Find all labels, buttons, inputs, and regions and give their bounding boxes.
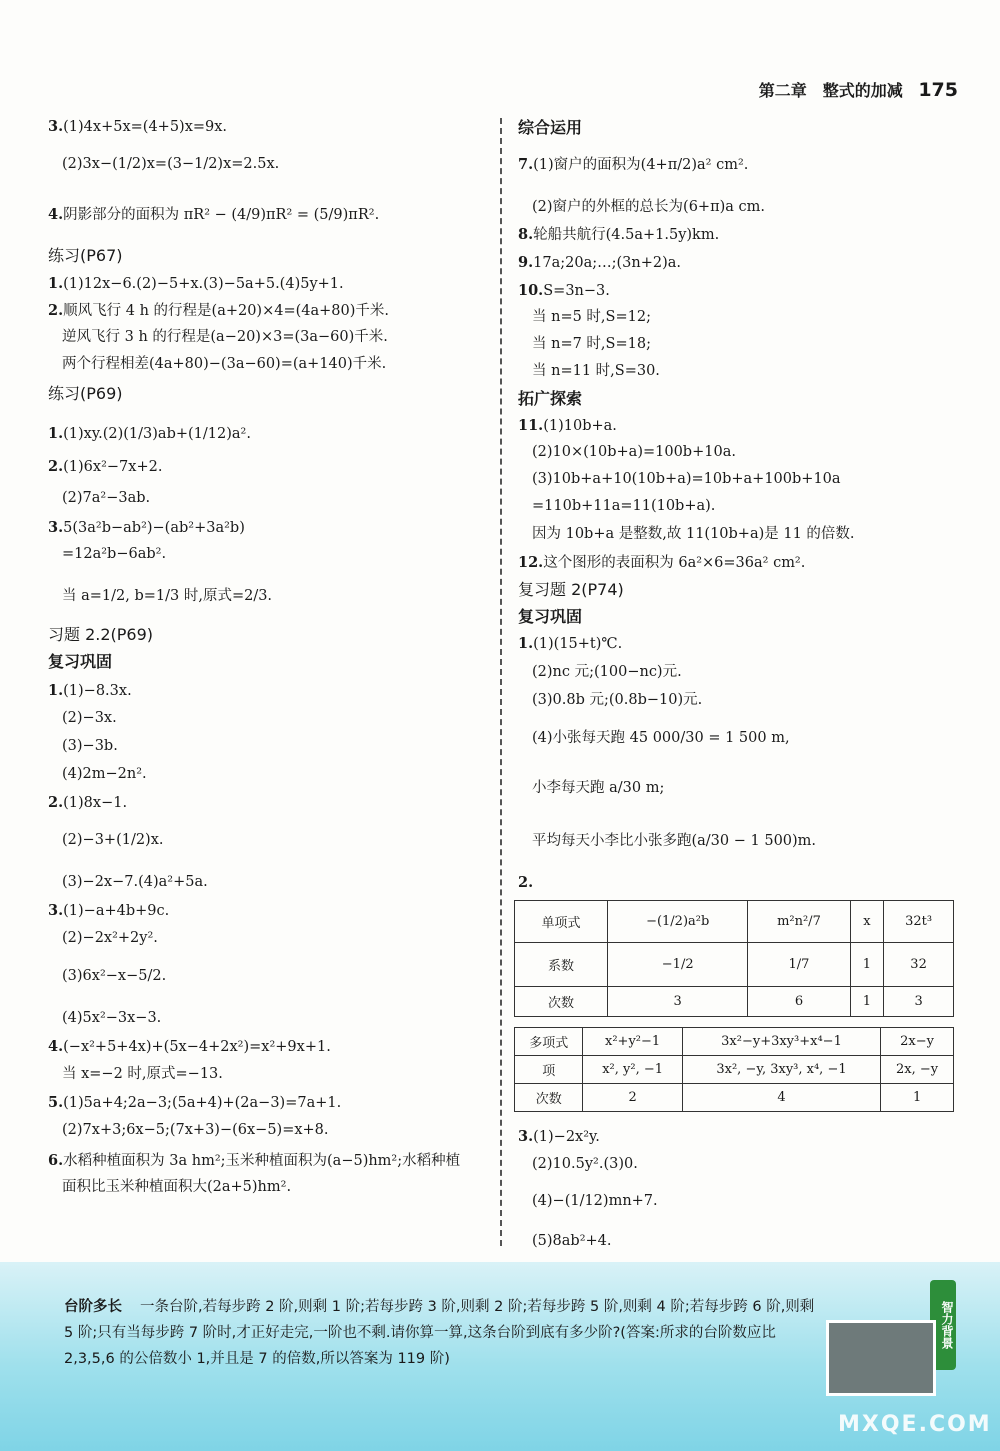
table-cell: 次数 — [515, 987, 608, 1017]
answer-line — [518, 282, 610, 300]
line-text: (1)(15+t)℃. — [533, 636, 623, 652]
table-cell: 32t³ — [884, 901, 954, 943]
item-number: 6. — [48, 1152, 64, 1169]
line-text: 平均每天小李比小张多跑(a/30 − 1 500)m. — [532, 833, 817, 849]
line-text: (1)4x+5x=(4+5)x=9x. — [63, 119, 228, 135]
answer-line — [48, 425, 251, 443]
line-text: 轮船共航行(4.5a+1.5y)km. — [533, 227, 720, 243]
table-cell: 2x, −y — [881, 1056, 954, 1084]
answer-line — [48, 1122, 329, 1139]
item-number: 10. — [518, 282, 544, 299]
line-text: (3)6x²−x−5/2. — [62, 968, 167, 984]
answer-line — [518, 226, 719, 244]
table-cell: x — [850, 901, 884, 943]
answer-line — [48, 874, 208, 891]
line-text: (4)小张每天跑 45 000/30 = 1 500 m, — [532, 730, 790, 746]
line-text: (3)10b+a+10(10b+a)=10b+a+100b+10a — [532, 471, 841, 487]
answer-line — [518, 1156, 638, 1173]
answer-line — [48, 1066, 223, 1083]
answer-line — [518, 471, 841, 488]
answer-line — [518, 692, 702, 709]
line-text: (1)12x−6.(2)−5+x.(3)−5a+5.(4)5y+1. — [63, 276, 344, 292]
table-row — [515, 1028, 954, 1056]
line-text: 练习(P69) — [48, 384, 123, 403]
table-row — [515, 1056, 954, 1084]
table-row — [515, 1084, 954, 1112]
banner-body: 一条台阶,若每步跨 2 阶,则剩 1 阶;若每步跨 3 阶,则剩 2 阶;若每步跨 5 阶,则剩 4 阶;若每步跨 6 阶,则剩 5 阶;只有当每步跨 7 阶时,才正好走完,一阶也不剩.请你算一算,这条台阶到底有多少阶?(答案:所求的台阶数应比 2,3,5,6 的公倍数小 1,并且是 7 的倍数,所以答案为 119 阶) — [64, 1299, 815, 1367]
line-text: 复习巩固 — [518, 607, 583, 626]
answer-line — [48, 766, 147, 783]
item-number: 2. — [518, 874, 534, 891]
line-text: 复习巩固 — [48, 652, 113, 671]
table-cell: 单项式 — [515, 901, 608, 943]
line-text: (2)−3x. — [62, 710, 117, 726]
line-text: (4)−(1/12)mn+7. — [532, 1193, 658, 1209]
section-heading — [518, 389, 582, 408]
answer-line — [518, 254, 681, 272]
answer-line — [518, 833, 816, 850]
table-row — [515, 987, 954, 1017]
answer-line — [48, 1010, 161, 1027]
line-text: 5(3a²b−ab²)−(ab²+3a²b) — [63, 520, 245, 536]
table-cell: 多项式 — [515, 1028, 583, 1056]
line-text: (1)10b+a. — [543, 418, 617, 434]
banner-text — [64, 1294, 824, 1372]
table-row — [515, 943, 954, 987]
section-heading — [48, 625, 153, 644]
table-cell: 3 — [608, 987, 748, 1017]
answer-line — [48, 832, 164, 849]
table-cell: −1/2 — [608, 943, 748, 987]
line-text: (2)−2x²+2y². — [62, 930, 158, 946]
item-number: 3. — [48, 902, 64, 919]
item-number: 2. — [48, 458, 64, 475]
page-header — [759, 78, 958, 101]
line-text: 复习题 2(P74) — [518, 580, 624, 599]
line-text: 综合运用 — [518, 118, 583, 137]
table-cell: 1 — [881, 1084, 954, 1112]
line-text: 逆风飞行 3 h 的行程是(a−20)×3=(3a−60)千米. — [62, 329, 388, 345]
table-cell: −(1/2)a²b — [608, 901, 748, 943]
answer-line — [518, 730, 790, 747]
item-number: 3. — [518, 1128, 534, 1145]
line-text: 当 a=1/2, b=1/3 时,原式=2/3. — [62, 588, 273, 604]
table-cell: 2 — [583, 1084, 682, 1112]
answer-line — [48, 588, 272, 605]
answer-line — [518, 780, 664, 797]
item-number: 11. — [518, 417, 544, 434]
line-text: 面积比玉米种植面积大(2a+5)hm². — [62, 1179, 292, 1195]
answer-line — [48, 206, 379, 224]
line-text: (3)−2x−7.(4)a²+5a. — [62, 874, 208, 890]
table-cell: m²n²/7 — [748, 901, 850, 943]
answer-line — [48, 738, 118, 755]
section-heading — [518, 118, 582, 137]
answer-line — [48, 1038, 331, 1056]
table-cell: 3 — [884, 987, 954, 1017]
item-number: 8. — [518, 226, 534, 243]
table-cell: 1/7 — [748, 943, 850, 987]
monomial-table — [514, 900, 954, 1017]
item-number: 2. — [48, 794, 64, 811]
answer-line — [48, 118, 227, 136]
line-text: (4)2m−2n². — [62, 766, 147, 782]
line-text: 因为 10b+a 是整数,故 11(10b+a)是 11 的倍数. — [532, 526, 855, 542]
section-heading — [48, 384, 123, 403]
answer-line — [518, 498, 715, 515]
line-text: (1)6x²−7x+2. — [63, 459, 163, 475]
table-cell: 1 — [850, 987, 884, 1017]
answer-line — [48, 902, 169, 920]
answer-line — [518, 874, 533, 892]
item-number: 3. — [48, 118, 64, 135]
line-text: =110b+11a=11(10b+a). — [532, 498, 716, 514]
item-number: 5. — [48, 1094, 64, 1111]
answer-line — [48, 1152, 460, 1170]
chapter-title: 第二章 整式的加减 — [758, 81, 903, 100]
banner-title: 台阶多长 — [64, 1299, 122, 1315]
watermark: MXQE.COM — [838, 1412, 992, 1437]
line-text: =12a²b−6ab². — [62, 546, 167, 562]
table-row — [515, 901, 954, 943]
line-text: (2)窗户的外框的总长为(6+π)a cm. — [532, 199, 765, 215]
table-cell: x², y², −1 — [583, 1056, 682, 1084]
answer-line — [518, 417, 617, 435]
answer-line — [518, 554, 805, 572]
line-text: (2)10.5y².(3)0. — [532, 1156, 638, 1172]
answer-line — [48, 794, 127, 812]
item-number: 3. — [48, 519, 64, 536]
banner-badge: 智力背景 — [930, 1280, 956, 1370]
section-heading — [48, 246, 123, 265]
line-text: (4)5x²−3x−3. — [62, 1010, 162, 1026]
answer-line — [518, 336, 651, 353]
answer-line — [518, 1193, 658, 1210]
item-number: 1. — [48, 425, 64, 442]
table-cell: 1 — [850, 943, 884, 987]
line-text: 17a;20a;…;(3n+2)a. — [533, 255, 681, 271]
answer-line — [48, 682, 132, 700]
table-cell: 次数 — [515, 1084, 583, 1112]
item-number: 12. — [518, 554, 544, 571]
answer-line — [48, 546, 166, 563]
line-text: (3)−3b. — [62, 738, 118, 754]
answer-line — [518, 635, 622, 653]
answer-line — [518, 1233, 612, 1250]
item-number: 4. — [48, 1038, 64, 1055]
answer-line — [48, 458, 162, 476]
table-cell: 6 — [748, 987, 850, 1017]
line-text: 小李每天跑 a/30 m; — [532, 780, 665, 796]
answer-line — [48, 930, 158, 947]
answer-line — [48, 275, 344, 293]
table-cell: 项 — [515, 1056, 583, 1084]
table-cell: 32 — [884, 943, 954, 987]
page-number: 175 — [918, 79, 958, 101]
answer-line — [518, 156, 748, 174]
line-text: (2)−3+(1/2)x. — [62, 832, 164, 848]
line-text: (1)−2x²y. — [533, 1129, 600, 1145]
line-text: (1)−8.3x. — [63, 683, 132, 699]
answer-line — [48, 302, 389, 320]
answer-line — [48, 490, 150, 507]
line-text: (2)nc 元;(100−nc)元. — [532, 664, 682, 680]
tip-banner — [0, 1262, 1000, 1451]
answer-line — [518, 526, 855, 543]
line-text: (3)0.8b 元;(0.8b−10)元. — [532, 692, 703, 708]
line-text: 当 n=7 时,S=18; — [532, 336, 651, 352]
line-text: 当 n=5 时,S=12; — [532, 309, 651, 325]
item-number: 9. — [518, 254, 534, 271]
section-heading — [48, 652, 112, 671]
line-text: S=3n−3. — [543, 283, 610, 299]
answer-line — [518, 309, 651, 326]
table-cell: 3x², −y, 3xy³, x⁴, −1 — [682, 1056, 880, 1084]
item-number: 2. — [48, 302, 64, 319]
line-text: (1)−a+4b+9c. — [63, 903, 170, 919]
line-text: (1)xy.(2)(1/3)ab+(1/12)a². — [63, 426, 251, 442]
line-text: 这个图形的表面积为 6a²×6=36a² cm². — [543, 555, 806, 571]
answer-line — [518, 444, 736, 461]
item-number: 1. — [48, 275, 64, 292]
table-cell: 3x²−y+3xy³+x⁴−1 — [682, 1028, 880, 1056]
line-text: (2)10×(10b+a)=100b+10a. — [532, 444, 736, 460]
line-text: 阴影部分的面积为 πR² − (4/9)πR² = (5/9)πR². — [63, 207, 380, 223]
item-number: 1. — [518, 635, 534, 652]
answer-line — [48, 519, 245, 537]
line-text: (−x²+5+4x)+(5x−4+2x²)=x²+9x+1. — [63, 1039, 331, 1055]
line-text: 两个行程相差(4a+80)−(3a−60)=(a+140)千米. — [62, 356, 387, 372]
item-number: 4. — [48, 206, 64, 223]
line-text: 当 x=−2 时,原式=−13. — [62, 1066, 223, 1082]
line-text: (2)3x−(1/2)x=(3−1/2)x=2.5x. — [62, 156, 280, 172]
answer-line — [48, 1179, 291, 1196]
answer-line — [518, 199, 765, 216]
section-heading — [518, 607, 582, 626]
column-divider — [500, 118, 502, 1246]
line-text: 拓广探索 — [518, 389, 583, 408]
line-text: 习题 2.2(P69) — [48, 625, 154, 644]
answer-line — [48, 356, 386, 373]
item-number: 1. — [48, 682, 64, 699]
polynomial-table — [514, 1027, 954, 1112]
answer-line — [48, 710, 117, 727]
line-text: 当 n=11 时,S=30. — [532, 363, 660, 379]
line-text: (2)7a²−3ab. — [62, 490, 151, 506]
answer-line — [518, 1128, 600, 1146]
line-text: (2)7x+3;6x−5;(7x+3)−(6x−5)=x+8. — [62, 1122, 329, 1138]
line-text: 水稻种植面积为 3a hm²;玉米种植面积为(a−5)hm²;水稻种植 — [63, 1153, 461, 1169]
line-text: (1)5a+4;2a−3;(5a+4)+(2a−3)=7a+1. — [63, 1095, 342, 1111]
table-cell: 4 — [682, 1084, 880, 1112]
table-cell: 2x−y — [881, 1028, 954, 1056]
answer-line — [48, 156, 279, 173]
answer-line — [518, 664, 682, 681]
table-cell: x²+y²−1 — [583, 1028, 682, 1056]
line-text: (1)窗户的面积为(4+π/2)a² cm². — [533, 157, 749, 173]
item-number: 7. — [518, 156, 534, 173]
line-text: 练习(P67) — [48, 246, 123, 265]
answer-line — [48, 1094, 341, 1112]
line-text: (1)8x−1. — [63, 795, 128, 811]
line-text: 顺风飞行 4 h 的行程是(a+20)×4=(4a+80)千米. — [63, 303, 390, 319]
answer-line — [48, 329, 388, 346]
table-cell: 系数 — [515, 943, 608, 987]
answer-line — [48, 968, 166, 985]
answer-line — [518, 363, 660, 380]
banner-photo — [826, 1320, 936, 1396]
section-heading — [518, 580, 624, 599]
line-text: (5)8ab²+4. — [532, 1233, 612, 1249]
